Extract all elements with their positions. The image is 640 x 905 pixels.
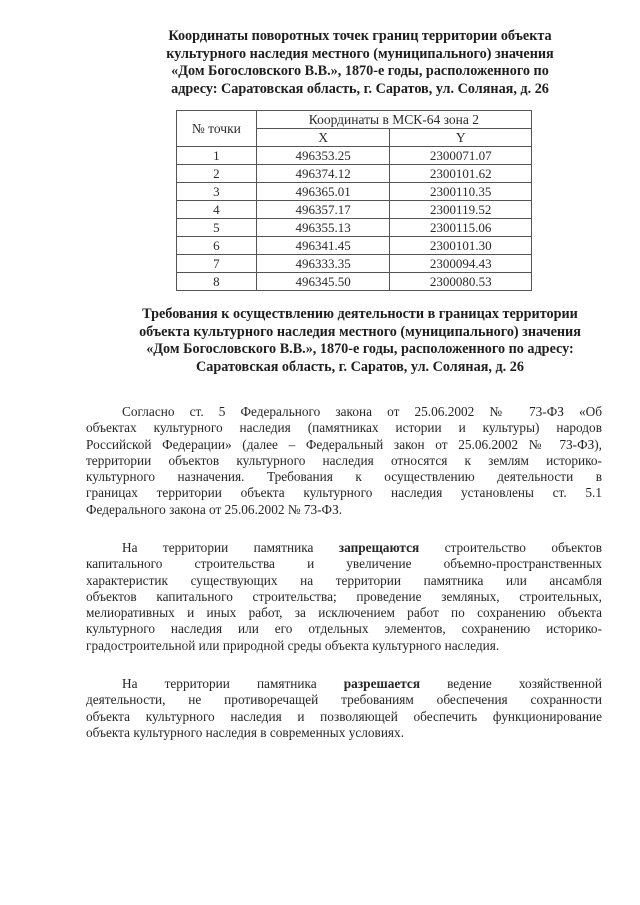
paragraph-line: градостроительной или природной среды объекта культурного наследия. bbox=[86, 637, 500, 653]
cell-point: 1 bbox=[177, 147, 257, 165]
cell-y: 2300101.62 bbox=[390, 165, 532, 183]
heading-line: объекта культурного наследия местного (муниципального) значения bbox=[139, 323, 581, 340]
heading-coordinates bbox=[120, 28, 600, 98]
heading-line: адресу: Саратовская область, г. Саратов, ул. Соляная, д. 26 bbox=[171, 80, 549, 97]
paragraph-law-reference bbox=[86, 404, 602, 518]
paragraph-first-line bbox=[86, 540, 602, 556]
table-row bbox=[177, 147, 532, 165]
table-row bbox=[177, 219, 532, 237]
paragraph-line: объекта культурного наследия и позволяющей обеспечить функционирование bbox=[86, 708, 602, 724]
heading-line: «Дом Богословского В.В.», 1870-е годы, расположенного по bbox=[171, 63, 549, 79]
paragraph-line: Федерального закона от 25.06.2002 № 73-ФЗ. bbox=[86, 501, 343, 517]
cell-x: 496357.17 bbox=[256, 201, 390, 219]
table-row bbox=[177, 237, 532, 255]
paragraph-line: объектах культурного наследия (памятниках истории и культуры) народов bbox=[86, 420, 602, 436]
cell-y: 2300115.06 bbox=[390, 219, 532, 237]
cell-x: 496353.25 bbox=[256, 147, 390, 165]
paragraph-permitted bbox=[86, 676, 602, 741]
paragraph-line: деятельности, не противоречащей требованиям обеспечения сохранности bbox=[86, 692, 602, 708]
paragraph-first-line bbox=[86, 676, 602, 692]
permitted-keyword: разрешается bbox=[343, 676, 421, 691]
paragraph-line: культурного наследия или его отдельных элементов, сохранению историко- bbox=[86, 621, 602, 637]
table-row bbox=[177, 201, 532, 219]
table-row bbox=[177, 183, 532, 201]
cell-y: 2300101.30 bbox=[390, 237, 532, 255]
cell-point: 2 bbox=[177, 165, 257, 183]
paragraph-lead-rest: ведение хозяйственной bbox=[447, 676, 602, 691]
cell-point: 3 bbox=[177, 183, 257, 201]
cell-x: 496333.35 bbox=[256, 255, 390, 273]
heading-requirements bbox=[110, 306, 610, 376]
header-x: X bbox=[256, 129, 390, 147]
paragraph-line: мелиоративных и иных работ, за исключением работ по сохранению объекта bbox=[86, 605, 602, 621]
cell-x: 496374.12 bbox=[256, 165, 390, 183]
paragraph-prohibited bbox=[86, 540, 602, 654]
heading-line: «Дом Богословского В.В.», 1870-е годы, расположенного по адресу: bbox=[146, 341, 574, 357]
cell-y: 2300110.35 bbox=[390, 183, 532, 201]
table-row bbox=[177, 273, 532, 291]
paragraph-line: границах территории объекта культурного наследия установлены ст. 5.1 bbox=[86, 485, 602, 501]
heading-line: культурного наследия местного (муниципального) значения bbox=[166, 45, 554, 62]
cell-point: 5 bbox=[177, 219, 257, 237]
cell-x: 496355.13 bbox=[256, 219, 390, 237]
paragraph-line: объектов капитального строительства; проведение земляных, строительных, bbox=[86, 588, 602, 604]
table-row bbox=[177, 255, 532, 273]
cell-x: 496341.45 bbox=[256, 237, 390, 255]
header-point: № точки bbox=[177, 111, 257, 147]
paragraph-line: объекта культурного наследия в современных условиях. bbox=[86, 724, 405, 740]
paragraph-lead: На территории памятника bbox=[122, 540, 314, 555]
cell-y: 2300094.43 bbox=[390, 255, 532, 273]
cell-y: 2300071.07 bbox=[390, 147, 532, 165]
paragraph-lead: На территории памятника bbox=[122, 676, 317, 691]
cell-point: 8 bbox=[177, 273, 257, 291]
heading-line: Координаты поворотных точек границ территории объекта bbox=[168, 28, 552, 44]
paragraph-line: территории объектов культурного наследия относятся к землям историко- bbox=[86, 452, 602, 468]
cell-point: 6 bbox=[177, 237, 257, 255]
cell-point: 7 bbox=[177, 255, 257, 273]
paragraph-line: Российской Федерации» (далее – Федеральный закон от 25.06.2002 № 73-ФЗ), bbox=[86, 436, 602, 452]
cell-x: 496345.50 bbox=[256, 273, 390, 291]
cell-y: 2300080.53 bbox=[390, 273, 532, 291]
prohibited-keyword: запрещаются bbox=[338, 540, 420, 555]
heading-line: Саратовская область, г. Саратов, ул. Соляная, д. 26 bbox=[196, 358, 524, 375]
paragraph-line: культурного назначения. Требования к осуществлению деятельности в bbox=[86, 469, 602, 485]
paragraph-line: Согласно ст. 5 Федерального закона от 25.06.2002 № 73-ФЗ «Об bbox=[122, 404, 602, 419]
paragraph-lead-rest: строительство объектов bbox=[444, 540, 603, 555]
header-y: Y bbox=[390, 129, 532, 147]
header-coords: Координаты в МСК-64 зона 2 bbox=[256, 111, 531, 129]
heading-line: Требования к осуществлению деятельности в границах территории bbox=[142, 306, 578, 322]
cell-y: 2300119.52 bbox=[390, 201, 532, 219]
paragraph-line: капитального строительства и увеличение объемно-пространственных bbox=[86, 556, 602, 572]
paragraph-line: характеристик существующих на территории памятника или ансамбля bbox=[86, 572, 602, 588]
cell-point: 4 bbox=[177, 201, 257, 219]
cell-x: 496365.01 bbox=[256, 183, 390, 201]
coordinates-table bbox=[176, 110, 532, 291]
table-row bbox=[177, 165, 532, 183]
